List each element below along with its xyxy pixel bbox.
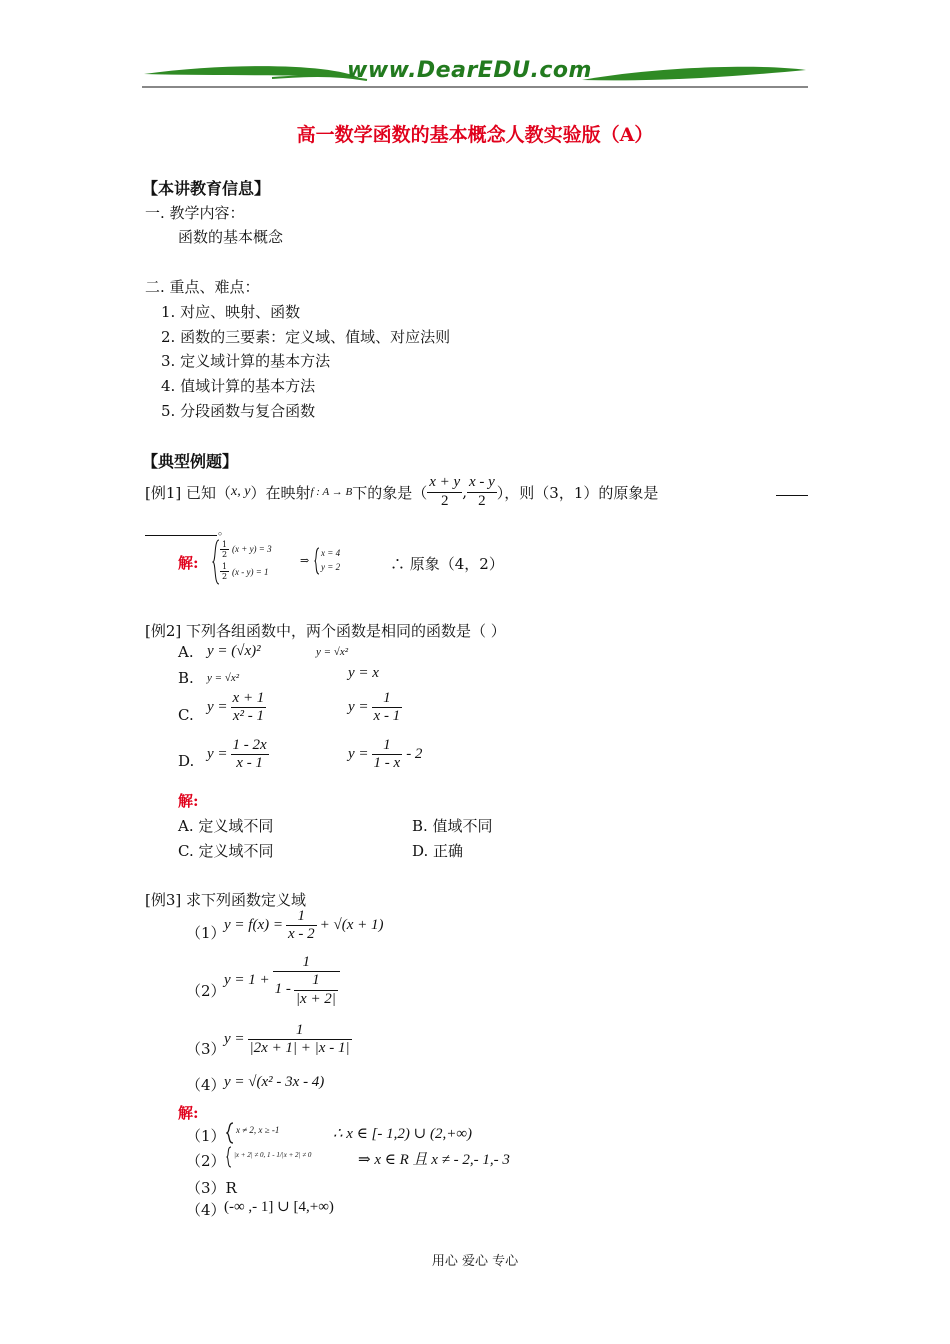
- ex2-option-a-func2: y = √x²: [316, 646, 349, 658]
- ex3-f1-frac: [286, 908, 317, 944]
- ex2-option-d-func1: [207, 737, 269, 773]
- ex2-d1-num: 1 - 2x: [231, 737, 269, 755]
- ex2-d2-num: 1: [372, 737, 403, 755]
- ex1-half-num: 1: [222, 540, 228, 549]
- left-brace-icon: [212, 539, 220, 585]
- key-point-item: 5. 分段函数与复合函数: [161, 402, 316, 420]
- ex2-d2-den: 1 - x: [373, 755, 401, 772]
- ex3-sol-4-label: （4）: [186, 1201, 226, 1219]
- teaching-content: 函数的基本概念: [178, 228, 284, 246]
- left-brace-icon: [226, 1122, 234, 1144]
- ex1-end-mark: 。: [218, 524, 229, 537]
- ex2-option-c-label: C.: [178, 706, 194, 724]
- page-title: 高一数学函数的基本概念人教实验版（A）: [296, 124, 654, 146]
- ex3-f3-num: 1: [248, 1022, 352, 1040]
- ex3-f3-den: |2x + 1| + |x - 1|: [249, 1040, 350, 1057]
- ex2-d2-frac: [372, 737, 403, 773]
- ex1-half-den: 2: [222, 572, 228, 582]
- answer-blank-line2: [145, 535, 217, 536]
- ex3-f2-den-pre: 1 -: [274, 981, 291, 998]
- ex3-sol-3: （3）R: [186, 1179, 237, 1197]
- ex1-frac1-den: 2: [440, 492, 449, 509]
- ex3-item-2-label: （2）: [186, 982, 226, 1000]
- ex2-option-c-func2: [348, 690, 402, 726]
- ex2-solution-label: 解:: [178, 792, 199, 810]
- ex1-half-2: [220, 562, 229, 581]
- ex1-half-1: [220, 540, 229, 559]
- ex2-option-d-func2: [348, 737, 422, 773]
- ex2-answer-c: C. 定义域不同: [178, 842, 274, 860]
- ex3-f1-num: 1: [286, 908, 317, 926]
- ex1-text-b: ）在映射: [250, 483, 311, 502]
- example-1-question: [145, 470, 658, 514]
- ex2-d1-frac: [231, 737, 269, 773]
- ex2-option-b-label: B.: [178, 669, 194, 687]
- section-heading-examples: 【典型例题】: [142, 452, 239, 471]
- ex2-d2-lhs: y =: [348, 746, 369, 763]
- ex3-f3-lhs: y =: [224, 1031, 245, 1048]
- key-point-item: 1. 对应、映射、函数: [161, 303, 301, 321]
- ex1-xy: x, y: [231, 484, 251, 499]
- ex1-map: f : A → B: [310, 486, 353, 498]
- ex2-c1-num: x + 1: [231, 690, 267, 708]
- ex1-solution-system: [212, 538, 392, 586]
- ex1-solution-label: 解:: [178, 554, 199, 572]
- ex1-frac2-num: x - y: [467, 474, 497, 492]
- ex2-option-b-func1: y = √x²: [207, 672, 240, 684]
- section-heading-info: 【本讲教育信息】: [142, 179, 271, 198]
- ex3-f1-lhs: y = f(x) =: [224, 917, 283, 934]
- ex2-answer-a: A. 定义域不同: [178, 817, 274, 835]
- ex3-f1-den: x - 2: [287, 926, 315, 943]
- page-footer: 用心 爱心 专心: [431, 1254, 519, 1269]
- example-3-question: [例3] 求下列函数定义域: [145, 891, 307, 909]
- example-2-question: [例2] 下列各组函数中，两个函数是相同的函数是（ ）: [145, 622, 506, 640]
- ex3-f3-frac: [248, 1022, 352, 1058]
- ex3-sol-2-system: [226, 1145, 346, 1169]
- ex3-f1-tail: + √(x + 1): [319, 917, 384, 934]
- ex3-func-3: [224, 1022, 352, 1058]
- ex3-sol-4-result: (-∞ ,- 1] ∪ [4,+∞): [224, 1199, 334, 1215]
- ex1-text-c: 下的象是（: [352, 483, 428, 502]
- ex3-f2-inner-den: |x + 2|: [295, 990, 336, 1007]
- ex2-option-d-label: D.: [178, 752, 195, 770]
- ex3-item-3-label: （3）: [186, 1040, 226, 1058]
- ex3-item-4-label: （4）: [186, 1076, 226, 1094]
- ex3-sol-2-label: （2）: [186, 1152, 226, 1170]
- ex1-arrow: ⇒: [300, 554, 310, 567]
- ex3-f2-inner-num: 1: [294, 972, 338, 990]
- ex3-sol-2-result: ⇒ x ∈ R 且 x ≠ - 2,- 1,- 3: [358, 1152, 510, 1168]
- ex3-func-4: y = √(x² - 3x - 4): [224, 1074, 325, 1090]
- ex3-func-1: [224, 908, 384, 944]
- ex3-func-2: [224, 954, 340, 1008]
- ex2-option-a-label: A.: [178, 643, 194, 661]
- key-point-item: 4. 值域计算的基本方法: [161, 377, 316, 395]
- ex1-res-2: y = 2: [321, 562, 341, 572]
- ex1-text-d: ），则（3，1）的原象是: [496, 483, 659, 502]
- ex1-eq-2: (x - y) = 1: [232, 567, 269, 577]
- ex2-d1-lhs: y =: [207, 746, 228, 763]
- key-points-label: 二. 重点、难点：: [145, 278, 260, 296]
- logo-text: www.DearEDU.com: [347, 58, 592, 83]
- ex2-c1-den: x² - 1: [232, 708, 264, 725]
- ex1-conclusion: ∴ 原象（4，2）: [390, 555, 504, 573]
- ex1-half-den: 2: [222, 550, 228, 560]
- ex1-res-1: x = 4: [321, 548, 341, 558]
- ex1-frac2-den: 2: [478, 492, 486, 509]
- header-logo: [142, 60, 808, 92]
- ex1-fraction-2: [467, 474, 497, 510]
- ex3-f2-den: [273, 972, 340, 1008]
- ex1-text-a: [例1] 已知（: [145, 483, 232, 502]
- ex2-c1-frac: [231, 690, 267, 726]
- ex2-answer-b: B. 值域不同: [412, 817, 493, 835]
- ex3-sol-1-label: （1）: [186, 1127, 226, 1145]
- ex3-solution-label: 解:: [178, 1104, 199, 1122]
- ex2-d2-tail: - 2: [406, 746, 423, 763]
- answer-blank: [776, 495, 808, 496]
- ex1-frac1-num: x + y: [427, 474, 462, 492]
- ex2-answer-d: D. 正确: [412, 842, 464, 860]
- ex2-d1-den: x - 1: [236, 755, 263, 772]
- ex3-f2-lhs: y = 1 +: [224, 972, 270, 989]
- ex2-option-c-func1: [207, 690, 266, 726]
- ex2-c2-num: 1: [372, 690, 403, 708]
- ex3-f2-inner-frac: [294, 972, 338, 1008]
- ex1-eq-1: (x + y) = 3: [232, 544, 272, 554]
- key-point-item: 3. 定义域计算的基本方法: [161, 352, 331, 370]
- ex1-comma: ,: [462, 483, 467, 501]
- ex2-option-b-func2: y = x: [348, 665, 379, 681]
- left-brace-icon: [226, 1146, 232, 1168]
- ex2-c2-den: x - 1: [373, 708, 401, 725]
- ex3-sol2-sys: |x + 2| ≠ 0, 1 - 1/|x + 2| ≠ 0: [234, 1151, 312, 1159]
- key-point-item: 2. 函数的三要素：定义域、值域、对应法则: [161, 328, 451, 346]
- ex1-fraction-1: [427, 474, 462, 510]
- ex3-sol1-sys: x ≠ 2, x ≥ -1: [236, 1125, 280, 1135]
- ex2-c2-frac: [372, 690, 403, 726]
- ex2-c2-lhs: y =: [348, 699, 369, 716]
- ex2-c1-lhs: y =: [207, 699, 228, 716]
- ex3-item-1-label: （1）: [186, 924, 226, 942]
- ex3-f2-frac: [273, 954, 340, 1008]
- ex3-f2-num: 1: [273, 954, 340, 972]
- ex3-sol-1-system: [226, 1121, 316, 1145]
- ex3-sol-1-result: ∴ x ∈ [- 1,2) ∪ (2,+∞): [333, 1126, 473, 1142]
- ex1-half-num: 1: [222, 562, 228, 571]
- left-brace-icon: [314, 547, 320, 575]
- ex2-option-a-func1: y = (√x)²: [207, 643, 261, 659]
- teaching-content-label: 一. 教学内容：: [145, 204, 245, 222]
